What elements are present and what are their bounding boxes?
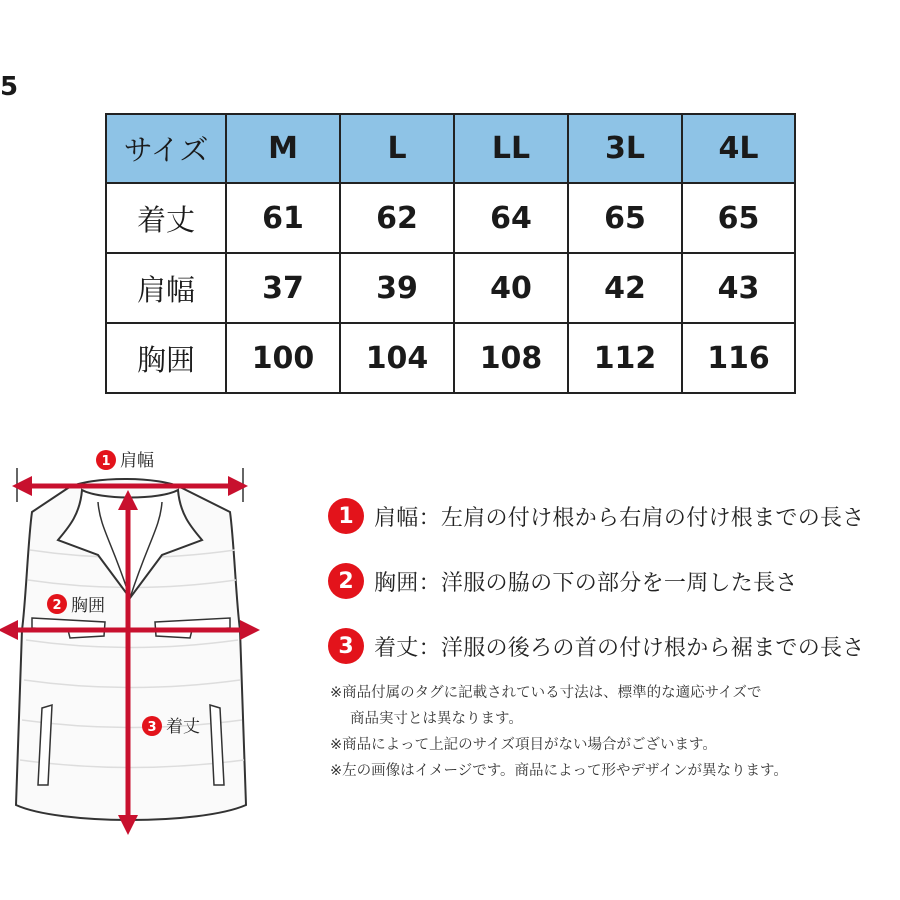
row-label: 肩幅 xyxy=(106,253,226,323)
measurement-legend xyxy=(328,497,898,692)
legend-badge: 1 xyxy=(328,498,364,534)
table-cell: 116 xyxy=(682,323,795,393)
table-cell: 43 xyxy=(682,253,795,323)
header-size-ll: LL xyxy=(454,114,568,183)
table-cell: 39 xyxy=(340,253,454,323)
legend-badge: 2 xyxy=(328,563,364,599)
shoulder-badge-num: 1 xyxy=(101,454,111,469)
legend-text: 胸囲：洋服の脇の下の部分を一周した長さ xyxy=(374,570,798,596)
header-size-label: サイズ xyxy=(106,114,226,183)
table-row-length xyxy=(106,183,795,253)
table-cell: 37 xyxy=(226,253,340,323)
table-cell: 112 xyxy=(568,323,682,393)
chest-badge-num: 2 xyxy=(52,598,62,613)
legend-text: 肩幅：左肩の付け根から右肩の付け根までの長さ xyxy=(374,505,865,531)
table-row-chest xyxy=(106,323,795,393)
table-cell: 65 xyxy=(682,183,795,253)
table-cell: 100 xyxy=(226,323,340,393)
table-cell: 61 xyxy=(226,183,340,253)
table-cell: 108 xyxy=(454,323,568,393)
vest-measurement-diagram xyxy=(0,440,300,840)
row-label: 胸囲 xyxy=(106,323,226,393)
table-cell: 65 xyxy=(568,183,682,253)
header-size-m: M xyxy=(226,114,340,183)
table-row-shoulder xyxy=(106,253,795,323)
legend-item-length xyxy=(328,627,898,665)
table-header-row xyxy=(106,114,795,183)
note-tag-size: ※商品付属のタグに記載されている寸法は、標準的な適応サイズで xyxy=(330,685,762,701)
table-cell: 40 xyxy=(454,253,568,323)
note-tag-size-cont: 商品実寸とは異なります。 xyxy=(350,711,523,727)
length-label: 着丈 xyxy=(166,717,200,737)
size-chart-table xyxy=(105,113,796,394)
table-cell: 104 xyxy=(340,323,454,393)
table-cell: 42 xyxy=(568,253,682,323)
header-size-3l: 3L xyxy=(568,114,682,183)
legend-item-chest xyxy=(328,562,898,600)
shoulder-label: 肩幅 xyxy=(120,451,154,471)
header-size-l: L xyxy=(340,114,454,183)
notes xyxy=(330,680,898,784)
legend-item-shoulder xyxy=(328,497,898,535)
length-badge-num: 3 xyxy=(147,720,157,735)
table-cell: 62 xyxy=(340,183,454,253)
legend-badge: 3 xyxy=(328,628,364,664)
note-image-disclaimer: ※左の画像はイメージです。商品によって形やデザインが異なります。 xyxy=(330,763,788,779)
note-missing-items: ※商品によって上記のサイズ項目がない場合がございます。 xyxy=(330,737,717,753)
header-size-4l: 4L xyxy=(682,114,795,183)
chest-label: 胸囲 xyxy=(71,596,105,616)
page-number: 5 xyxy=(0,72,19,102)
legend-text: 着丈：洋服の後ろの首の付け根から裾までの長さ xyxy=(374,635,865,661)
row-label: 着丈 xyxy=(106,183,226,253)
table-cell: 64 xyxy=(454,183,568,253)
